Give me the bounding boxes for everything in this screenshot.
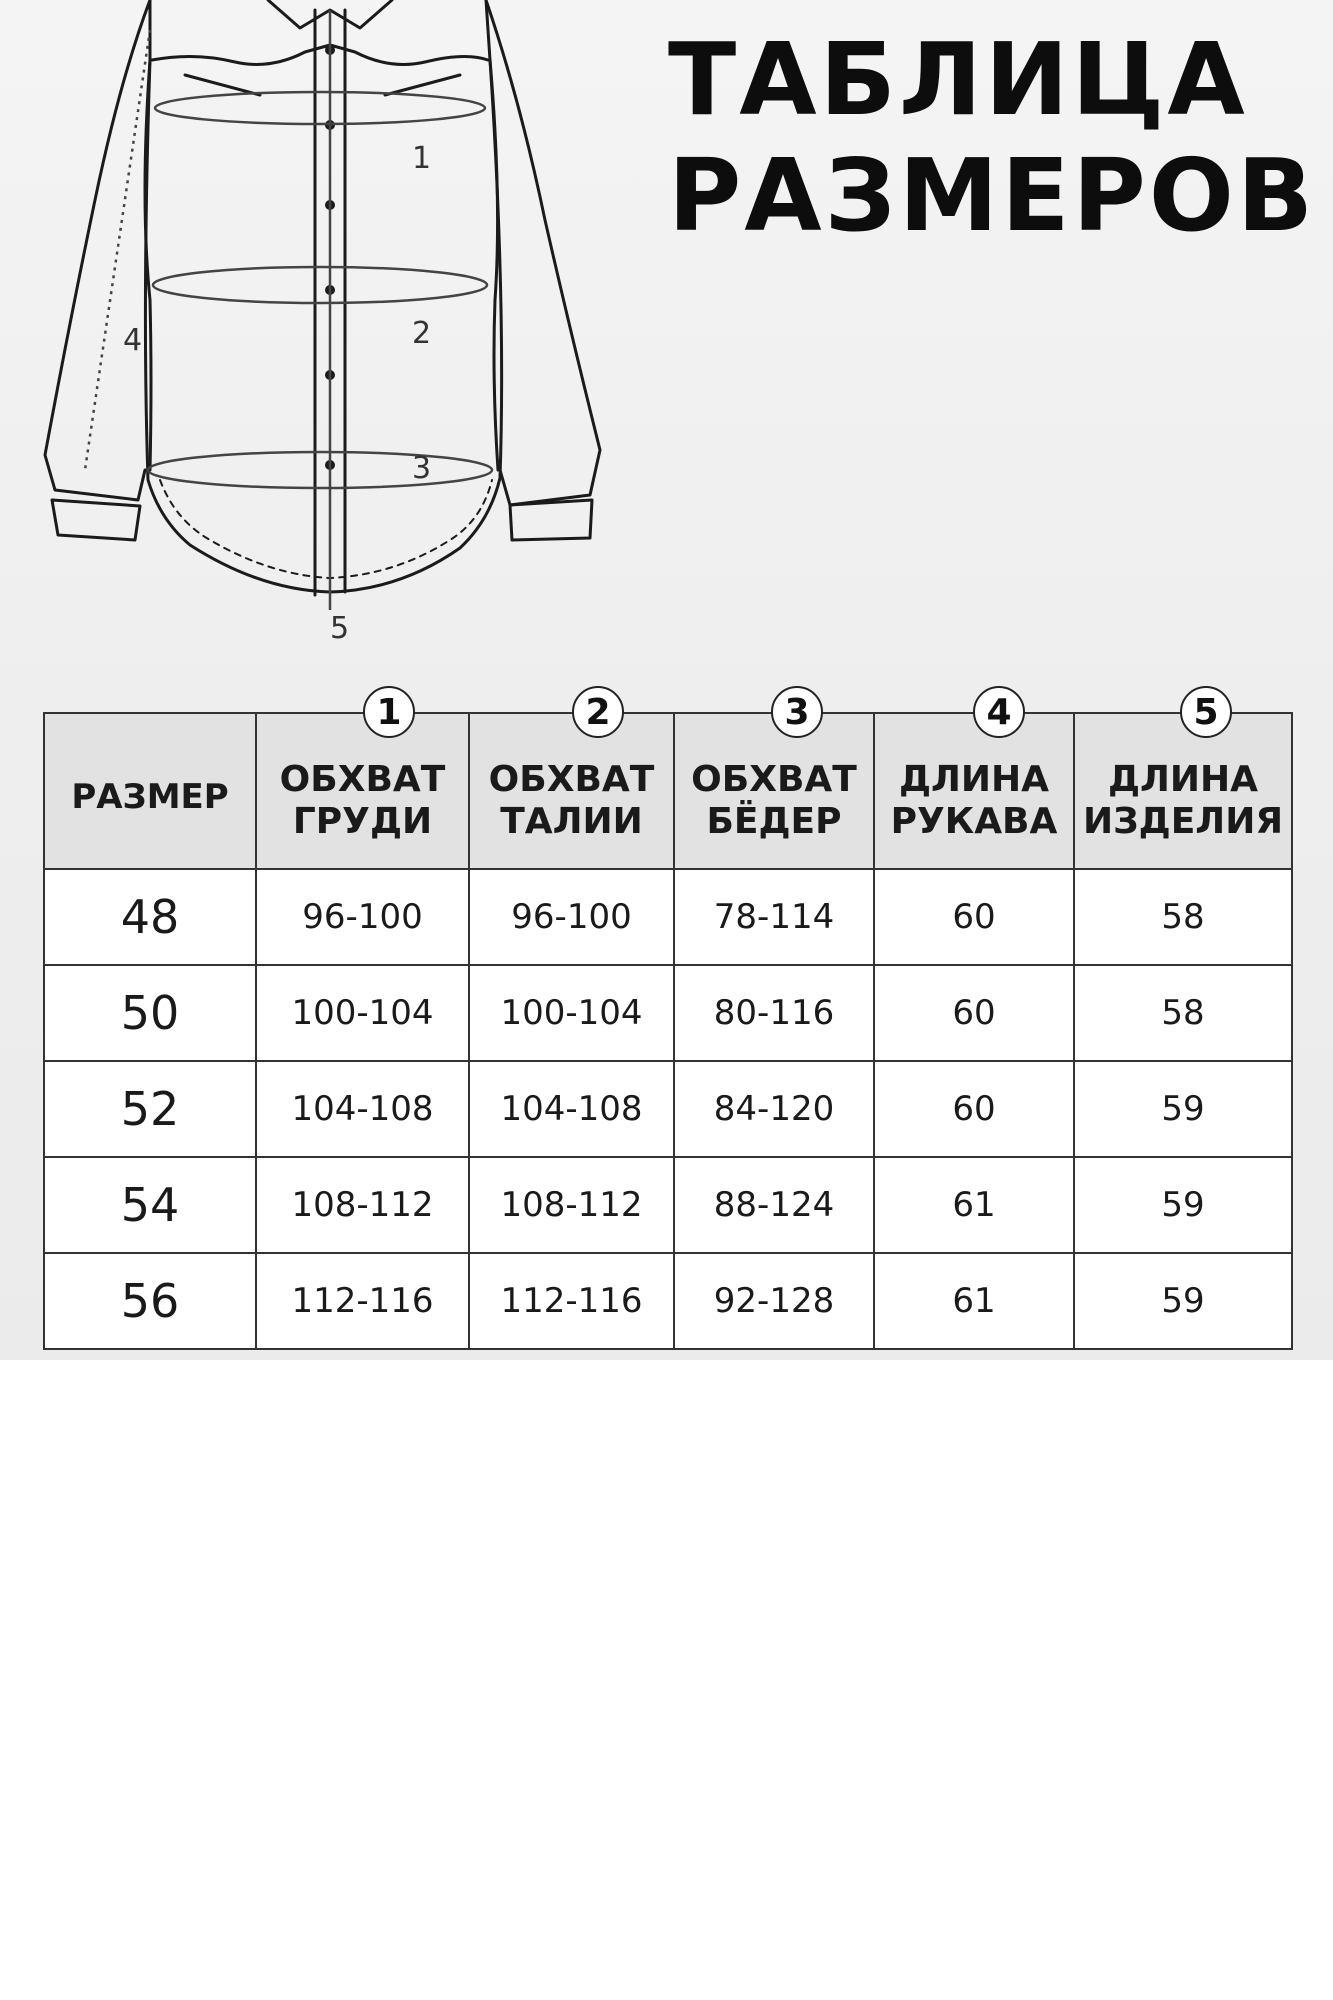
chest-cell: 100-104 — [256, 965, 469, 1061]
right-cuff — [510, 500, 592, 540]
hips-cell: 78-114 — [674, 869, 874, 965]
header-sleeve-line2: РУКАВА — [890, 801, 1058, 842]
table-header-row — [44, 713, 1292, 869]
size-cell: 52 — [44, 1061, 256, 1157]
table-row — [44, 1061, 1292, 1157]
hips-measure-line — [148, 452, 492, 488]
sleeve-cell: 60 — [874, 965, 1074, 1061]
header-hips-line1: ОБХВАТ — [691, 759, 857, 800]
page-title — [668, 22, 1328, 254]
header-waist-line1: ОБХВАТ — [488, 759, 655, 800]
length-cell: 59 — [1074, 1253, 1292, 1349]
yoke — [152, 45, 488, 64]
shirt-illustration — [0, 0, 640, 660]
header-length — [1074, 713, 1292, 869]
length-cell: 59 — [1074, 1061, 1292, 1157]
size-table-wrap — [43, 691, 1291, 1347]
waist-measure-line — [153, 267, 487, 303]
size-cell: 48 — [44, 869, 256, 965]
header-badge-2: 2 — [572, 686, 624, 738]
header-badge-4: 4 — [973, 686, 1025, 738]
header-sleeve — [874, 713, 1074, 869]
header-length-line1: ДЛИНА — [1107, 759, 1259, 800]
length-cell: 58 — [1074, 869, 1292, 965]
header-badge-3: 3 — [771, 686, 823, 738]
measure-label-3: 3 — [412, 451, 432, 486]
table-row — [44, 1157, 1292, 1253]
waist-cell: 104-108 — [469, 1061, 674, 1157]
measure-label-5: 5 — [330, 611, 350, 646]
waist-cell: 100-104 — [469, 965, 674, 1061]
hips-cell: 80-116 — [674, 965, 874, 1061]
header-waist-line2: ТАЛИИ — [500, 801, 643, 842]
chest-measure-line — [155, 92, 485, 124]
header-sleeve-line1: ДЛИНА — [898, 759, 1050, 800]
header-badge-5: 5 — [1180, 686, 1232, 738]
header-length-line2: ИЗДЕЛИЯ — [1082, 801, 1284, 842]
header-size — [44, 713, 256, 869]
title-line-1: ТАБЛИЦА — [668, 21, 1248, 138]
header-waist — [469, 713, 674, 869]
right-pocket-slit — [385, 75, 460, 95]
measure-label-4: 4 — [123, 323, 143, 358]
chest-cell: 112-116 — [256, 1253, 469, 1349]
waist-cell: 112-116 — [469, 1253, 674, 1349]
waist-cell: 96-100 — [469, 869, 674, 965]
chest-cell: 96-100 — [256, 869, 469, 965]
header-chest-line2: ГРУДИ — [292, 801, 433, 842]
hips-cell: 84-120 — [674, 1061, 874, 1157]
length-cell: 58 — [1074, 965, 1292, 1061]
header-hips — [674, 713, 874, 869]
hips-cell: 92-128 — [674, 1253, 874, 1349]
left-cuff — [52, 500, 140, 540]
measure-label-1: 1 — [412, 141, 432, 176]
sleeve-cell: 60 — [874, 1061, 1074, 1157]
size-cell: 54 — [44, 1157, 256, 1253]
header-chest — [256, 713, 469, 869]
header-badge-1: 1 — [363, 686, 415, 738]
waist-cell: 108-112 — [469, 1157, 674, 1253]
table-row — [44, 869, 1292, 965]
header-hips-line2: БЁДЕР — [706, 801, 842, 842]
size-cell: 50 — [44, 965, 256, 1061]
chest-cell: 108-112 — [256, 1157, 469, 1253]
sleeve-cell: 60 — [874, 869, 1074, 965]
left-pocket-slit — [185, 75, 260, 95]
sleeve-measure-line — [85, 30, 150, 470]
hips-cell: 88-124 — [674, 1157, 874, 1253]
right-sleeve — [486, 0, 600, 505]
sleeve-cell: 61 — [874, 1253, 1074, 1349]
header-chest-line1: ОБХВАТ — [279, 759, 446, 800]
left-sleeve — [45, 0, 150, 500]
measure-label-2: 2 — [412, 316, 432, 351]
title-line-2: РАЗМЕРОВ — [668, 137, 1317, 254]
length-cell: 59 — [1074, 1157, 1292, 1253]
shirt-drawing — [0, 0, 640, 660]
sleeve-cell: 61 — [874, 1157, 1074, 1253]
header-size-label: РАЗМЕР — [71, 777, 229, 817]
table-row — [44, 1253, 1292, 1349]
size-cell: 56 — [44, 1253, 256, 1349]
table-row — [44, 965, 1292, 1061]
chest-cell: 104-108 — [256, 1061, 469, 1157]
size-table — [43, 712, 1293, 1350]
